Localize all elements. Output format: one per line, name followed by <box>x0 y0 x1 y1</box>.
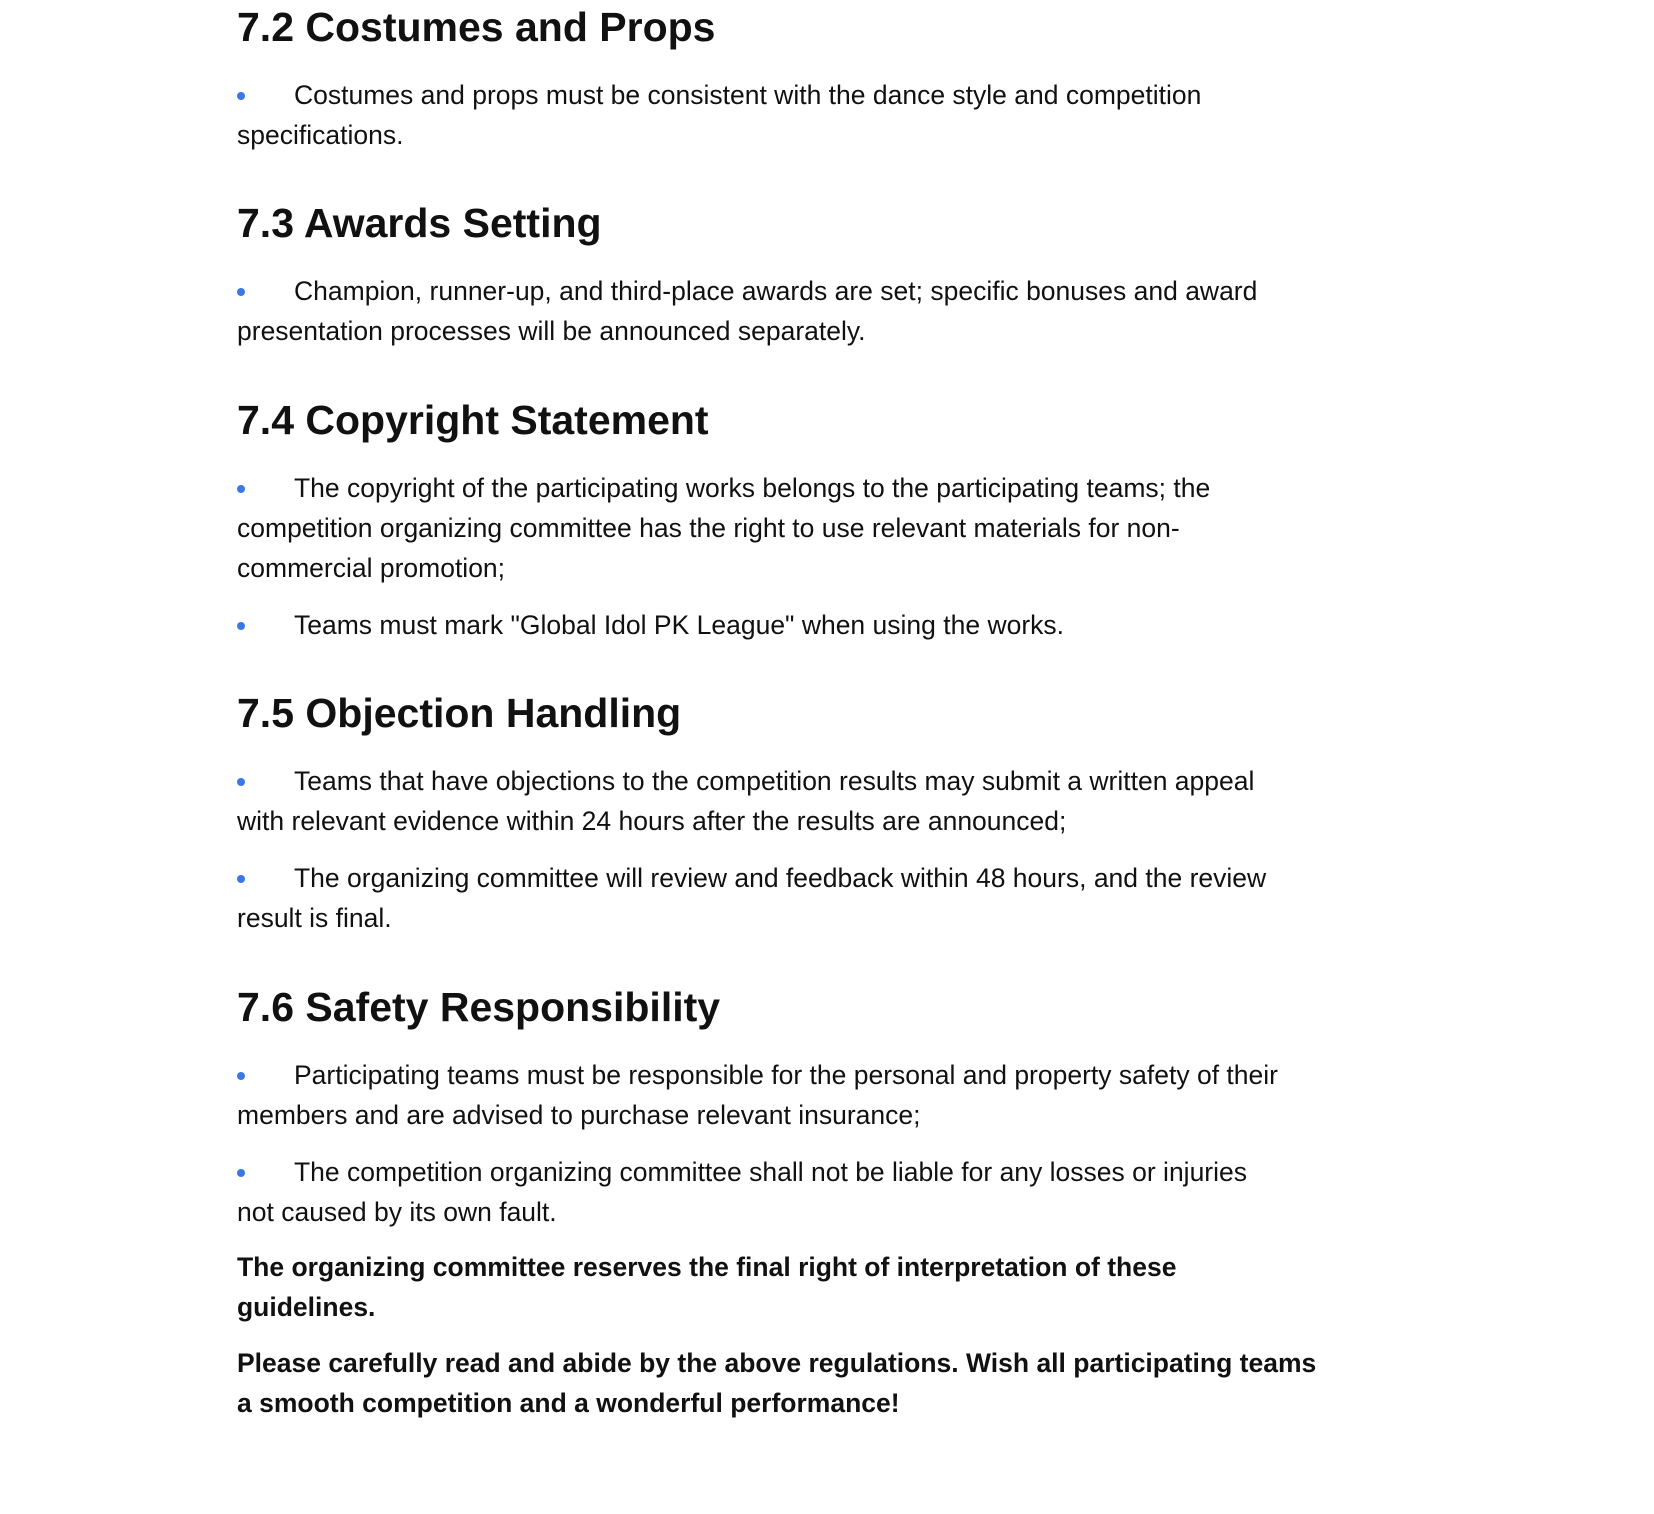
list-item <box>237 605 1327 645</box>
list-item <box>237 271 1297 351</box>
list-item-text: The competition organizing committee shall not be liable for any losses or injuries not caused by its own fault. <box>237 1157 1248 1227</box>
bullet-icon <box>237 622 245 630</box>
bullet-icon <box>237 875 245 883</box>
list-item <box>237 75 1327 155</box>
list-item-text: Teams must mark "Global Idol PK League" when using the works. <box>294 610 1065 640</box>
section-heading-costumes-props: 7.2 Costumes and Props <box>237 4 716 50</box>
section-heading-safety-responsibility: 7.6 Safety Responsibility <box>237 984 721 1030</box>
bullet-icon <box>237 92 245 100</box>
section-heading-objection-handling: 7.5 Objection Handling <box>237 690 682 736</box>
section-heading-awards-setting: 7.3 Awards Setting <box>237 200 602 246</box>
list-item-text: Costumes and props must be consistent with the dance style and competition specifications. <box>237 80 1202 150</box>
bullet-icon <box>237 1169 245 1177</box>
section-heading-copyright-statement: 7.4 Copyright Statement <box>237 397 709 443</box>
list-item <box>237 468 1307 588</box>
list-item <box>237 761 1297 841</box>
list-item <box>237 1152 1277 1232</box>
list-item-text: Participating teams must be responsible for the personal and property safety of their members and are advised to purchase relevant insurance; <box>237 1060 1278 1130</box>
bullet-icon <box>237 485 245 493</box>
bullet-icon <box>237 778 245 786</box>
bullet-icon <box>237 1072 245 1080</box>
list-item-text: Champion, runner-up, and third-place awards are set; specific bonuses and award presentation processes will be announced separately. <box>237 276 1258 346</box>
list-item <box>237 858 1297 938</box>
list-item <box>237 1055 1327 1135</box>
closing-statement-wishes: Please carefully read and abide by the above regulations. Wish all participating teams a smooth competition and a wonderful performance! <box>237 1348 1317 1418</box>
closing-statement-interpretation: The organizing committee reserves the final right of interpretation of these guidelines. <box>237 1252 1177 1322</box>
bullet-icon <box>237 288 245 296</box>
list-item-text: Teams that have objections to the competition results may submit a written appeal with relevant evidence within 24 hours after the results are announced; <box>237 766 1255 836</box>
list-item-text: The copyright of the participating works belongs to the participating teams; the competition organizing committee has the right to use relevant materials for non-commercial promotion; <box>237 473 1211 583</box>
list-item-text: The organizing committee will review and feedback within 48 hours, and the review result is final. <box>237 863 1267 933</box>
